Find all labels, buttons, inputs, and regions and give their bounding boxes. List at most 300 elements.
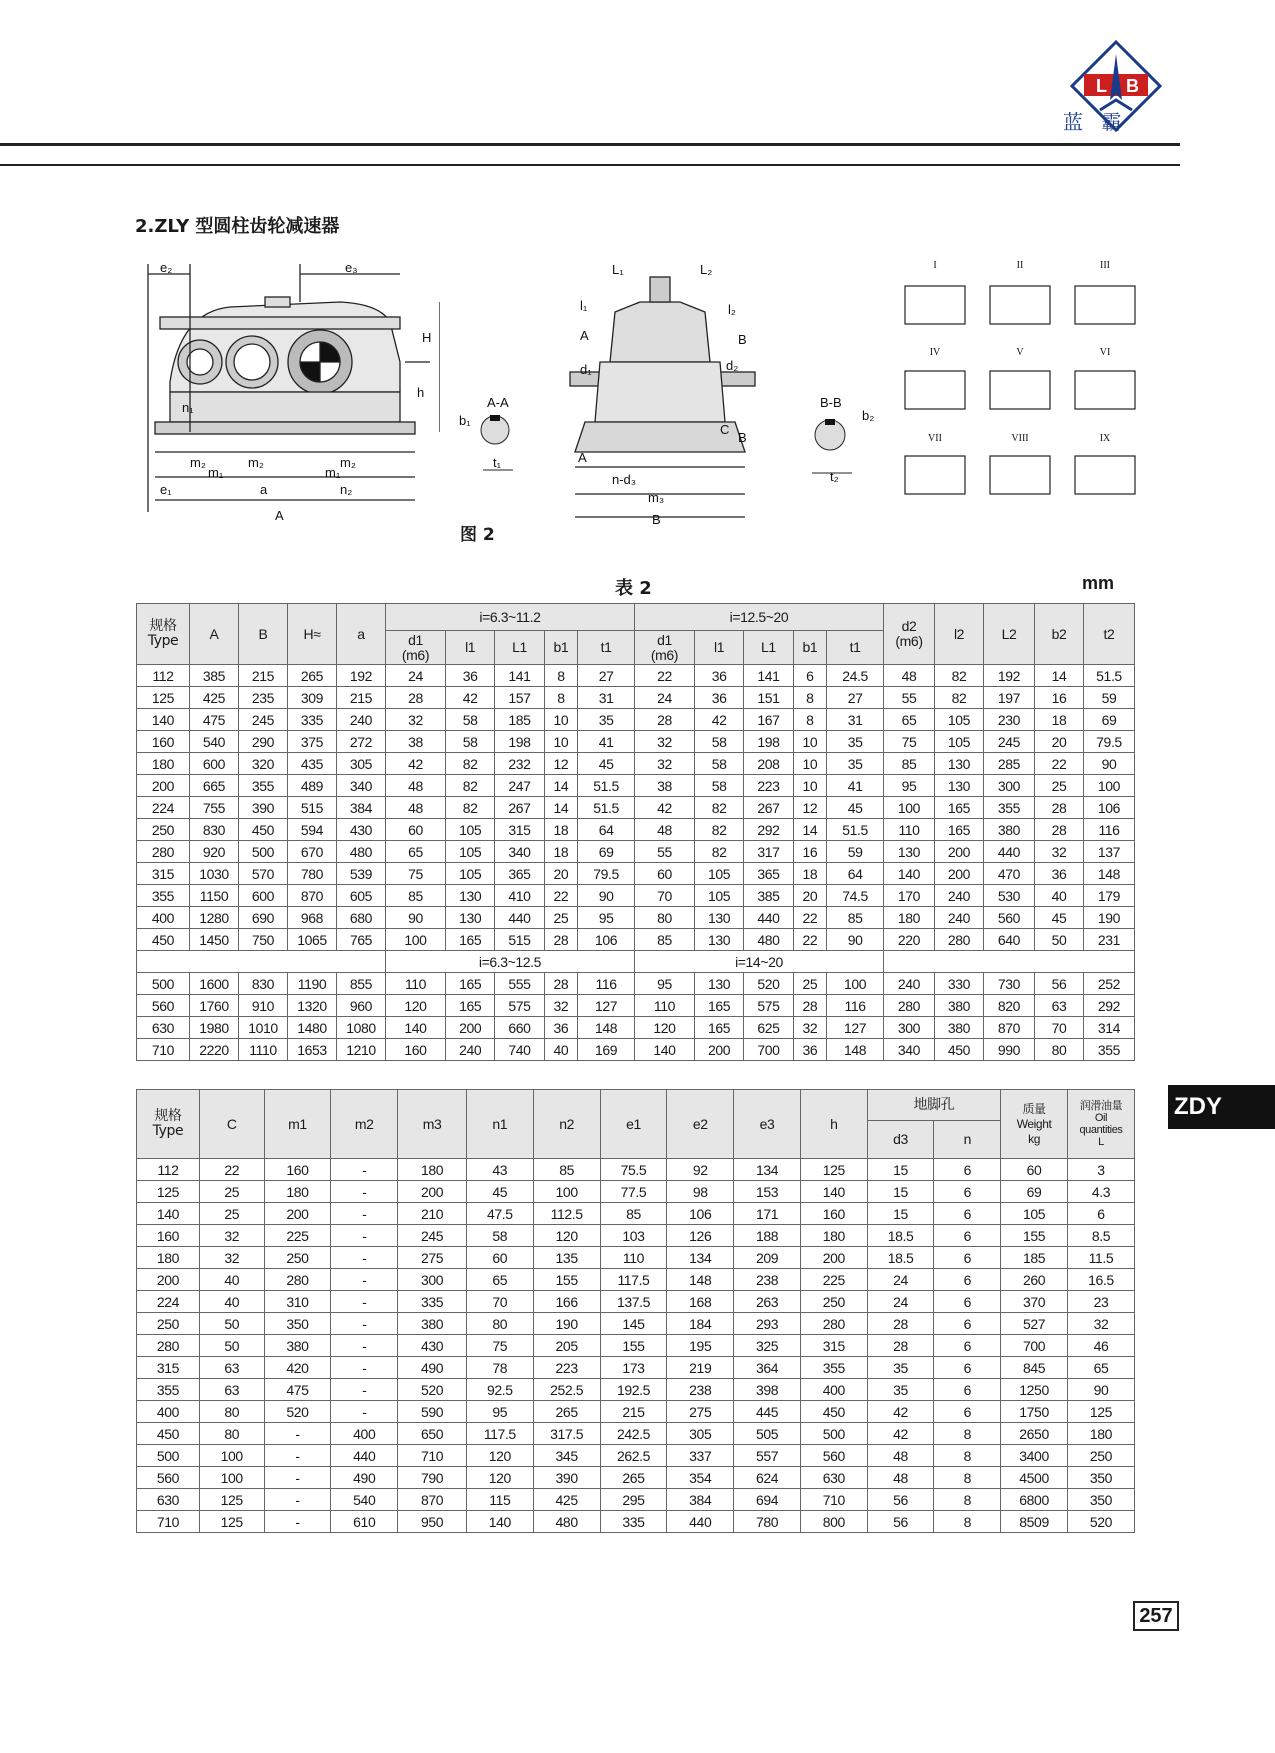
t2-cell: 370 [1001, 1291, 1068, 1313]
t2-cell: 364 [734, 1357, 801, 1379]
t1-cell: 355 [984, 797, 1035, 819]
t1-cell: 780 [288, 863, 337, 885]
t2-cell: 145 [600, 1313, 667, 1335]
t1-cell: 31 [827, 709, 884, 731]
t2-cell: 120 [466, 1445, 533, 1467]
t1-cell: 22 [544, 885, 578, 907]
t2-cell: 80 [199, 1423, 264, 1445]
t2-cell: 160 [264, 1159, 331, 1181]
t1-header-L2: L2 [984, 604, 1035, 665]
t1-cell: 385 [744, 885, 793, 907]
table-row [137, 1401, 1135, 1423]
t2-cell: 24 [867, 1269, 934, 1291]
label-m2-b: m₂ [248, 455, 264, 470]
t1-cell: 250 [137, 819, 190, 841]
t1-cell: 200 [935, 841, 984, 863]
t1-header-group2: i=12.5~20 [634, 604, 883, 631]
t2-cell: 168 [667, 1291, 734, 1313]
t2-cell: 398 [734, 1379, 801, 1401]
t1-cell: 35 [827, 731, 884, 753]
label-B-top: B [738, 332, 747, 347]
t1-cell: 240 [446, 1039, 495, 1061]
label-n2: n₂ [340, 482, 353, 497]
t2-cell: 557 [734, 1445, 801, 1467]
t2-cell: 337 [667, 1445, 734, 1467]
t2-cell: 77.5 [600, 1181, 667, 1203]
table-row [137, 753, 1135, 775]
t1-cell: 208 [744, 753, 793, 775]
t2-cell: 215 [600, 1401, 667, 1423]
header-rule-thick [0, 143, 1180, 146]
t1-cell: 1653 [288, 1039, 337, 1061]
t1-cell: 1010 [239, 1017, 288, 1039]
t1-cell: 85 [884, 753, 935, 775]
t1-cell: 74.5 [827, 885, 884, 907]
t2-cell: 293 [734, 1313, 801, 1335]
label-H: H [422, 330, 432, 345]
t1-cell: 63 [1035, 995, 1084, 1017]
t1-cell: 110 [634, 995, 694, 1017]
t1-cell: 28 [793, 995, 827, 1017]
t1-cell: 80 [634, 907, 694, 929]
t1-cell: 79.5 [1084, 731, 1135, 753]
t1-cell: 192 [337, 665, 386, 687]
header-rule-thin [0, 164, 1180, 166]
t1-cell: 290 [239, 731, 288, 753]
t2-cell: 40 [199, 1269, 264, 1291]
t2-cell: 650 [398, 1423, 467, 1445]
t2-header-e3: e3 [734, 1090, 801, 1159]
t1-cell: 42 [446, 687, 495, 709]
t1-cell: 116 [827, 995, 884, 1017]
t2-cell: 3400 [1001, 1445, 1068, 1467]
table-row [137, 1467, 1135, 1489]
t1-cell: 179 [1084, 885, 1135, 907]
t1-cell: 69 [578, 841, 635, 863]
t2-cell: 245 [398, 1225, 467, 1247]
t2-cell: - [331, 1181, 398, 1203]
table-row [137, 1017, 1135, 1039]
label-C: C [720, 422, 730, 437]
t1-cell: 40 [544, 1039, 578, 1061]
section-tab-zdy[interactable]: ZDY [1168, 1085, 1275, 1129]
t1-cell: 750 [239, 929, 288, 951]
t2-cell: 252.5 [533, 1379, 600, 1401]
t2-cell: 106 [667, 1203, 734, 1225]
t1-cell: 16 [1035, 687, 1084, 709]
t1-cell: 32 [634, 731, 694, 753]
t1-cell: 28 [1035, 819, 1084, 841]
t1-cell: 90 [827, 929, 884, 951]
label-m1-a: m₁ [208, 465, 224, 480]
t1-cell: 198 [495, 731, 544, 753]
t1-cell: 380 [935, 995, 984, 1017]
t1-cell: 20 [793, 885, 827, 907]
t2-cell: 180 [264, 1181, 331, 1203]
t2-cell: 560 [800, 1445, 867, 1467]
t2-header-e2: e2 [667, 1090, 734, 1159]
t1-cell: 435 [288, 753, 337, 775]
t2-header-n1: n1 [466, 1090, 533, 1159]
t2-cell: 870 [398, 1489, 467, 1511]
t2-cell: 223 [533, 1357, 600, 1379]
label-L1: L₁ [612, 262, 624, 277]
t2-cell: - [331, 1313, 398, 1335]
t2-cell: 28 [867, 1335, 934, 1357]
t2-cell: 400 [137, 1401, 200, 1423]
t2-cell: 105 [1001, 1203, 1068, 1225]
t2-cell: 238 [667, 1379, 734, 1401]
t1-header-a: a [337, 604, 386, 665]
t2-cell: 60 [466, 1247, 533, 1269]
t1-cell: 960 [337, 995, 386, 1017]
t2-cell: 710 [137, 1511, 200, 1533]
t1-cell: 140 [884, 863, 935, 885]
table-row [137, 797, 1135, 819]
table-row [137, 731, 1135, 753]
t2-cell: 780 [734, 1511, 801, 1533]
t1-cell: 82 [446, 797, 495, 819]
t2-cell: 260 [1001, 1269, 1068, 1291]
t1-cell: 400 [137, 907, 190, 929]
t1-cell: 560 [984, 907, 1035, 929]
table-row [137, 863, 1135, 885]
t1-cell: 24.5 [827, 665, 884, 687]
t2-cell: - [331, 1379, 398, 1401]
t1-sub-l1-b: l1 [694, 631, 743, 665]
t2-cell: 58 [466, 1225, 533, 1247]
type-label-7: VII [928, 433, 942, 444]
t1-cell: 55 [884, 687, 935, 709]
t2-cell: 50 [199, 1335, 264, 1357]
t1-cell: 45 [578, 753, 635, 775]
t1-cell: 710 [137, 1039, 190, 1061]
label-l2: l₂ [728, 302, 736, 317]
t1-cell: 10 [544, 731, 578, 753]
label-b2: b₂ [862, 408, 875, 423]
t1-cell: 765 [337, 929, 386, 951]
t2-cell: 8 [934, 1511, 1001, 1533]
t2-cell: 56 [867, 1511, 934, 1533]
logo-letter-l: L [1096, 76, 1107, 96]
t1-cell: 167 [744, 709, 793, 731]
t2-cell: 209 [734, 1247, 801, 1269]
t1-cell: 130 [694, 973, 743, 995]
t1-body-lower [137, 973, 1135, 1061]
t1-cell: 820 [984, 995, 1035, 1017]
t2-cell: 65 [466, 1269, 533, 1291]
t1-band-group1: i=6.3~12.5 [386, 951, 635, 973]
type-label-4: IV [929, 347, 941, 358]
t2-header-n2: n2 [533, 1090, 600, 1159]
t2-cell: 335 [600, 1511, 667, 1533]
t1-cell: 267 [744, 797, 793, 819]
t1-sub-b1-b: b1 [793, 631, 827, 665]
t2-cell: 263 [734, 1291, 801, 1313]
label-A: A [275, 508, 284, 523]
t1-cell: 14 [544, 775, 578, 797]
side-view-diagram [560, 262, 760, 527]
t1-cell: 14 [1035, 665, 1084, 687]
t2-cell: 90 [1067, 1379, 1134, 1401]
t1-cell: 515 [495, 929, 544, 951]
assembly-types-grid [895, 258, 1145, 518]
t1-cell: 38 [634, 775, 694, 797]
t2-cell: 345 [533, 1445, 600, 1467]
t2-cell: 180 [137, 1247, 200, 1269]
t1-cell: 530 [984, 885, 1035, 907]
t2-cell: 355 [137, 1379, 200, 1401]
t1-cell: 116 [1084, 819, 1135, 841]
t1-cell: 375 [288, 731, 337, 753]
t2-cell: 155 [533, 1269, 600, 1291]
t2-header-oil: 润滑油量 Oil quantities L [1067, 1090, 1134, 1159]
t1-cell: 340 [337, 775, 386, 797]
t1-body-upper [137, 665, 1135, 951]
t2-cell: 65 [1067, 1357, 1134, 1379]
t1-cell: 105 [935, 731, 984, 753]
t2-cell: 6 [934, 1181, 1001, 1203]
t1-cell: 539 [337, 863, 386, 885]
t2-cell: 310 [264, 1291, 331, 1313]
t1-cell: 65 [884, 709, 935, 731]
t1-cell: 148 [1084, 863, 1135, 885]
t2-cell: 155 [1001, 1225, 1068, 1247]
t1-cell: 41 [578, 731, 635, 753]
t1-cell: 82 [446, 775, 495, 797]
t1-cell: 450 [137, 929, 190, 951]
type-label-8: VIII [1011, 433, 1029, 444]
t1-cell: 740 [495, 1039, 544, 1061]
t2-cell: 8.5 [1067, 1225, 1134, 1247]
t1-cell: 605 [337, 885, 386, 907]
label-A-bottom: A [578, 450, 587, 465]
t2-cell: 11.5 [1067, 1247, 1134, 1269]
t2-cell: 300 [398, 1269, 467, 1291]
t1-cell: 106 [1084, 797, 1135, 819]
t1-cell: 425 [190, 687, 239, 709]
t1-cell: 95 [634, 973, 694, 995]
type-label-9: IX [1099, 433, 1111, 444]
t2-cell: 75 [466, 1335, 533, 1357]
t1-cell: 165 [446, 995, 495, 1017]
t1-cell: 730 [984, 973, 1035, 995]
t2-cell: 560 [137, 1467, 200, 1489]
t1-cell: 27 [578, 665, 635, 687]
t2-cell: 15 [867, 1203, 934, 1225]
t2-cell: 845 [1001, 1357, 1068, 1379]
t1-cell: 105 [935, 709, 984, 731]
t1-cell: 317 [744, 841, 793, 863]
label-l1: l₁ [580, 298, 588, 313]
t1-cell: 125 [137, 687, 190, 709]
t2-cell: 380 [398, 1313, 467, 1335]
t2-cell: 25 [199, 1203, 264, 1225]
t2-cell: 195 [667, 1335, 734, 1357]
t1-sub-d1-b: d1 (m6) [634, 631, 694, 665]
t2-cell: 6 [934, 1203, 1001, 1225]
t1-cell: 58 [446, 731, 495, 753]
t2-cell: - [331, 1357, 398, 1379]
table-row [137, 1379, 1135, 1401]
t2-cell: 490 [398, 1357, 467, 1379]
t1-cell: 22 [1035, 753, 1084, 775]
table-row [137, 1039, 1135, 1061]
t2-cell: 250 [264, 1247, 331, 1269]
t2-header-m2: m2 [331, 1090, 398, 1159]
t2-header-e1: e1 [600, 1090, 667, 1159]
t1-cell: 27 [827, 687, 884, 709]
t1-band-group2: i=14~20 [634, 951, 883, 973]
t1-cell: 292 [744, 819, 793, 841]
t2-cell: 520 [398, 1379, 467, 1401]
t1-cell: 20 [1035, 731, 1084, 753]
type-label-1: I [933, 260, 937, 271]
t2-cell: 790 [398, 1467, 467, 1489]
t1-cell: 365 [495, 863, 544, 885]
t1-cell: 127 [578, 995, 635, 1017]
t2-cell: 6800 [1001, 1489, 1068, 1511]
t1-cell: 130 [694, 929, 743, 951]
t2-cell: 6 [934, 1335, 1001, 1357]
t2-cell: 188 [734, 1225, 801, 1247]
t1-cell: 70 [634, 885, 694, 907]
t1-cell: 75 [386, 863, 446, 885]
t1-cell: 90 [1084, 753, 1135, 775]
t2-cell: 710 [398, 1445, 467, 1467]
t2-cell: 75.5 [600, 1159, 667, 1181]
t2-cell: 694 [734, 1489, 801, 1511]
t1-cell: 140 [386, 1017, 446, 1039]
t2-cell: 134 [667, 1247, 734, 1269]
t1-cell: 8 [544, 665, 578, 687]
t1-sub-t1-a: t1 [578, 631, 635, 665]
t1-cell: 384 [337, 797, 386, 819]
t1-cell: 1280 [190, 907, 239, 929]
t2-sub-d3: d3 [867, 1121, 934, 1159]
t1-cell: 230 [984, 709, 1035, 731]
t1-cell: 870 [288, 885, 337, 907]
t2-cell: 440 [667, 1511, 734, 1533]
t2-header-type: 规格 Type [137, 1090, 200, 1159]
t1-cell: 272 [337, 731, 386, 753]
t1-cell: 18 [544, 841, 578, 863]
table-row [137, 1291, 1135, 1313]
t2-cell: 250 [800, 1291, 867, 1313]
t2-cell: 350 [264, 1313, 331, 1335]
t1-cell: 500 [239, 841, 288, 863]
t1-cell: 315 [495, 819, 544, 841]
t2-cell: 225 [264, 1225, 331, 1247]
t2-cell: 35 [867, 1379, 934, 1401]
t1-cell: 390 [239, 797, 288, 819]
t1-cell: 80 [1035, 1039, 1084, 1061]
t1-cell: 267 [495, 797, 544, 819]
t1-cell: 130 [694, 907, 743, 929]
t2-header-m3: m3 [398, 1090, 467, 1159]
t1-cell: 32 [386, 709, 446, 731]
t1-cell: 35 [578, 709, 635, 731]
t2-cell: - [264, 1423, 331, 1445]
t2-cell: 126 [667, 1225, 734, 1247]
t1-cell: 120 [634, 1017, 694, 1039]
t1-cell: 231 [1084, 929, 1135, 951]
t2-cell: 325 [734, 1335, 801, 1357]
t2-cell: 190 [533, 1313, 600, 1335]
t1-cell: 240 [337, 709, 386, 731]
t2-cell: 32 [199, 1225, 264, 1247]
table-row [137, 1181, 1135, 1203]
t2-cell: 6 [934, 1269, 1001, 1291]
t1-cell: 36 [694, 665, 743, 687]
t1-cell: 51.5 [1084, 665, 1135, 687]
t1-cell: 18 [1035, 709, 1084, 731]
t2-cell: 6 [934, 1313, 1001, 1335]
t2-cell: - [264, 1489, 331, 1511]
t1-cell: 16 [793, 841, 827, 863]
t1-cell: 14 [544, 797, 578, 819]
t1-cell: 515 [288, 797, 337, 819]
t1-sub-L1-a: L1 [495, 631, 544, 665]
t1-cell: 90 [578, 885, 635, 907]
t1-cell: 90 [386, 907, 446, 929]
t2-cell: - [331, 1269, 398, 1291]
t2-cell: 92.5 [466, 1379, 533, 1401]
table-row [137, 1357, 1135, 1379]
t1-cell: 640 [984, 929, 1035, 951]
t1-cell: 82 [935, 665, 984, 687]
t2-cell: 6 [934, 1401, 1001, 1423]
t1-cell: 1480 [288, 1017, 337, 1039]
t1-cell: 105 [446, 863, 495, 885]
t1-cell: 910 [239, 995, 288, 1017]
t1-cell: 48 [386, 775, 446, 797]
t1-cell: 280 [137, 841, 190, 863]
t1-header-group1: i=6.3~11.2 [386, 604, 635, 631]
t1-cell: 440 [744, 907, 793, 929]
table-row [137, 995, 1135, 1017]
t1-sub-l1-a: l1 [446, 631, 495, 665]
t1-cell: 22 [793, 929, 827, 951]
t1-cell: 265 [288, 665, 337, 687]
t2-cell: 2650 [1001, 1423, 1068, 1445]
t1-cell: 1110 [239, 1039, 288, 1061]
t1-header-B: B [239, 604, 288, 665]
t2-cell: 295 [600, 1489, 667, 1511]
t2-cell: 125 [1067, 1401, 1134, 1423]
t2-cell: 280 [800, 1313, 867, 1335]
t1-ratio-band [137, 951, 1135, 973]
t1-cell: 82 [694, 819, 743, 841]
t2-cell: 148 [667, 1269, 734, 1291]
label-B: B [652, 512, 661, 527]
t1-cell: 69 [1084, 709, 1135, 731]
t1-cell: 280 [935, 929, 984, 951]
t1-cell: 18 [793, 863, 827, 885]
t1-cell: 450 [935, 1039, 984, 1061]
t2-cell: 250 [1067, 1445, 1134, 1467]
t1-cell: 470 [984, 863, 1035, 885]
t2-cell: 70 [466, 1291, 533, 1313]
t1-cell: 38 [386, 731, 446, 753]
t1-cell: 8 [793, 709, 827, 731]
t2-body [137, 1159, 1135, 1533]
label-e2: e₂ [160, 262, 173, 275]
t2-cell: 430 [398, 1335, 467, 1357]
t2-cell: 166 [533, 1291, 600, 1313]
t2-cell: 184 [667, 1313, 734, 1335]
t2-header-weight: 质量 Weight kg [1001, 1090, 1068, 1159]
